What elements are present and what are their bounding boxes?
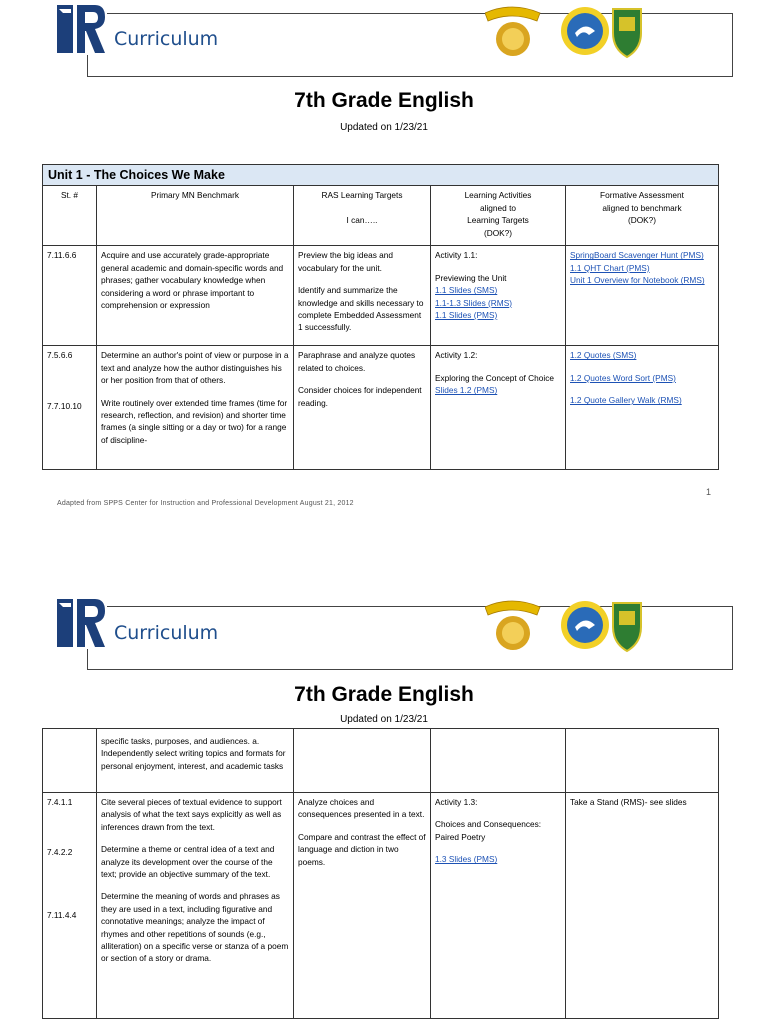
standard-number-cell <box>43 793 97 1019</box>
page-footer: Adapted from SPPS Center for Instruction and Professional Development August 21, 2012 <box>57 500 354 507</box>
form-header-line3: (DOK?) <box>627 215 657 226</box>
benchmark-text: Write routinely over extended time frames (time for research, reflection, and revision) and shorter time frames (a single sitting or a day or two) for a range of discipline- <box>101 397 288 445</box>
act-header-line1: Learning Activities <box>464 190 532 201</box>
activity-title: Activity 1.1: <box>435 250 478 261</box>
table-row <box>43 346 719 470</box>
curriculum-logo-icon <box>55 597 107 649</box>
formative-assessment: Take a Stand (RMS)- see slides <box>566 793 719 1019</box>
ras-header-line2: I can….. <box>346 214 378 225</box>
table-row <box>43 246 719 346</box>
learning-targets <box>294 346 431 470</box>
standard-number: 7.7.10.10 <box>47 400 82 411</box>
school-seals-icon <box>485 597 645 653</box>
table-row <box>43 729 719 793</box>
activity-subtitle: Previewing the Unit <box>435 272 507 283</box>
benchmark-text: Acquire and use accurately grade-appropriate general academic and domain-specific words and phrases; gather vocabulary knowledge when considering a word or phrase important to comprehension or expression <box>97 246 294 346</box>
form-header-line2: aligned to benchmark <box>602 202 682 213</box>
standard-number: 7.4.2.2 <box>47 847 73 858</box>
activity-title: Activity 1.3: <box>435 797 478 807</box>
benchmark-cell <box>97 346 294 470</box>
standard-number: 7.4.1.1 <box>47 797 73 807</box>
benchmark-text: Cite several pieces of textual evidence to support analysis of what the text says explicitly as well as inferences drawn from the text. <box>101 797 282 832</box>
school-seals-icon <box>485 3 645 59</box>
col-std-header: St. # <box>43 186 97 246</box>
target-text: Paraphrase and analyze quotes related to choices. <box>298 350 416 373</box>
page-2 <box>0 595 768 1024</box>
target-text: Analyze choices and consequences presented in a text. <box>298 797 425 820</box>
target-text: Preview the big ideas and vocabulary for the unit. <box>298 250 394 273</box>
target-text: Consider choices for independent reading. <box>298 385 422 408</box>
benchmark-text: Determine an author's point of view or purpose in a text and analyze how the author distinguishes his or her position from that of others. <box>101 350 289 386</box>
activity-link[interactable]: 1.1 Slides (SMS) <box>435 285 498 296</box>
standard-number: 7.11.4.4 <box>47 909 77 920</box>
col-activities-header <box>431 186 566 246</box>
benchmark-text: Determine a theme or central idea of a text and analyze its development over the course of the text; provide an objective summary of the text. <box>101 844 275 880</box>
header-row <box>43 186 719 246</box>
document-title: 7th Grade English <box>294 683 474 706</box>
ras-header-line1: RAS Learning Targets <box>321 190 403 201</box>
unit-row <box>43 165 719 186</box>
curriculum-table-1 <box>42 164 719 470</box>
target-text: Identify and summarize the knowledge and skills necessary to complete Embedded Assessment 1 successfully. <box>298 285 424 333</box>
assessment-link[interactable]: Unit 1 Overview for Notebook (RMS) <box>570 275 705 286</box>
formative-assessment <box>566 246 719 346</box>
unit-title: Unit 1 - The Choices We Make <box>43 165 719 186</box>
assessment-link[interactable]: 1.1 QHT Chart (PMS) <box>570 262 650 273</box>
formative-assessment <box>566 729 719 793</box>
benchmark-text: Determine the meaning of words and phrases as they are used in a text, including figurative and connotative meanings; analyze the impact of rhymes and other repetitions of sounds (e.g., alliteration) on a specific verse or stanza of a poem or section of a story or drama. <box>101 891 289 964</box>
learning-targets <box>294 246 431 346</box>
activities <box>431 246 566 346</box>
logo-text: Curriculum <box>114 28 219 50</box>
activity-subtitle: Exploring the Concept of Choice <box>435 372 554 383</box>
formative-assessment <box>566 346 719 470</box>
learning-targets <box>294 729 431 793</box>
curriculum-table-2 <box>42 728 719 1019</box>
target-text: Compare and contrast the effect of language and diction in two poems. <box>298 831 426 867</box>
curriculum-logo-icon <box>55 3 107 55</box>
logo-text: Curriculum <box>114 622 219 644</box>
updated-date: Updated on 1/23/21 <box>340 714 428 725</box>
act-header-line3: Learning Targets <box>467 215 529 226</box>
standard-number-cell <box>43 346 97 470</box>
activities <box>431 793 566 1019</box>
assessment-link[interactable]: 1.2 Quotes Word Sort (PMS) <box>570 372 676 383</box>
standard-number <box>43 729 97 793</box>
table-row <box>43 793 719 1019</box>
col-bench-header: Primary MN Benchmark <box>97 186 294 246</box>
benchmark-cell <box>97 793 294 1019</box>
activity-link[interactable]: 1.3 Slides (PMS) <box>435 854 498 865</box>
activity-link[interactable]: 1.1 Slides (PMS) <box>435 310 498 321</box>
activities <box>431 346 566 470</box>
activity-link[interactable]: 1.1-1.3 Slides (RMS) <box>435 297 513 308</box>
act-header-line4: (DOK?) <box>483 227 513 238</box>
assessment-link[interactable]: 1.2 Quotes (SMS) <box>570 350 637 361</box>
activity-subtitle: Choices and Consequences: Paired Poetry <box>435 819 542 842</box>
page-number: 1 <box>706 487 712 497</box>
activity-link[interactable]: Slides 1.2 (PMS) <box>435 385 498 396</box>
assessment-link[interactable]: 1.2 Quote Gallery Walk (RMS) <box>570 395 682 406</box>
assessment-link[interactable]: SpringBoard Scavenger Hunt (PMS) <box>570 250 704 261</box>
col-formative-header <box>566 186 719 246</box>
activity-title: Activity 1.2: <box>435 350 478 361</box>
document-title: 7th Grade English <box>294 89 474 112</box>
standard-number: 7.5.6.6 <box>47 350 73 361</box>
activities <box>431 729 566 793</box>
benchmark-text: specific tasks, purposes, and audiences. a. Independently select writing topics and formats for personal enjoyment, interest, and academic tasks <box>97 729 294 793</box>
act-header-line2: aligned to <box>480 202 516 213</box>
updated-date: Updated on 1/23/21 <box>340 122 428 133</box>
col-ras-header <box>294 186 431 246</box>
form-header-line1: Formative Assessment <box>600 190 684 201</box>
standard-number: 7.11.6.6 <box>43 246 97 346</box>
learning-targets <box>294 793 431 1019</box>
